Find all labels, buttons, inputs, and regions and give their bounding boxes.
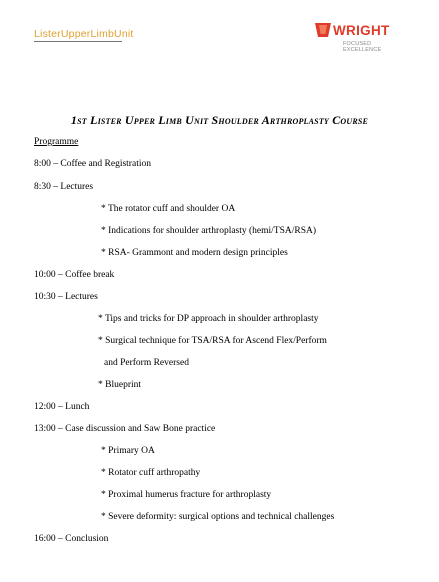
- logo-underline: [34, 41, 122, 42]
- schedule-line: 12:00 – Lunch: [34, 402, 90, 412]
- schedule-bullet: * Severe deformity: surgical options and technical challenges: [101, 512, 335, 522]
- schedule-bullet-continuation: and Perform Reversed: [104, 358, 189, 368]
- header-right-logo: [315, 18, 395, 54]
- schedule-line: 10:00 – Coffee break: [34, 270, 115, 280]
- schedule-bullet: * Proximal humerus fracture for arthroplasty: [101, 490, 272, 500]
- schedule-bullet: * Tips and tricks for DP approach in shoulder arthroplasty: [98, 314, 319, 324]
- header-left-logo: [34, 28, 134, 40]
- programme-heading: Programme: [34, 137, 79, 147]
- left-logo-text: ListerUpperLimbUnit: [34, 28, 134, 40]
- schedule-line: 8:30 – Lectures: [34, 182, 94, 192]
- schedule-line: 16:00 – Conclusion: [34, 534, 109, 544]
- page-title: 1st Lister Upper Limb Unit Shoulder Arthroplasty Course: [70, 113, 369, 127]
- schedule-bullet: * Rotator cuff arthropathy: [101, 468, 201, 478]
- schedule-line: 10:30 – Lectures: [34, 292, 98, 302]
- schedule-line: 8:00 – Coffee and Registration: [34, 159, 151, 169]
- schedule-bullet: * Primary OA: [101, 446, 155, 456]
- schedule-bullet: * RSA- Grammont and modern design principles: [101, 248, 288, 258]
- right-logo-text: WRIGHT: [333, 23, 390, 38]
- schedule-bullet: * Surgical technique for TSA/RSA for Ascend Flex/Perform: [98, 336, 327, 346]
- right-logo-tagline: FOCUSED EXCELLENCE: [343, 41, 382, 53]
- wright-logo-icon: [315, 23, 331, 37]
- schedule-bullet: * Blueprint: [98, 380, 142, 390]
- schedule-line: 13:00 – Case discussion and Saw Bone practice: [34, 424, 216, 434]
- schedule-bullet: * Indications for shoulder arthroplasty (hemi/TSA/RSA): [101, 226, 317, 236]
- schedule-bullet: * The rotator cuff and shoulder OA: [101, 204, 236, 214]
